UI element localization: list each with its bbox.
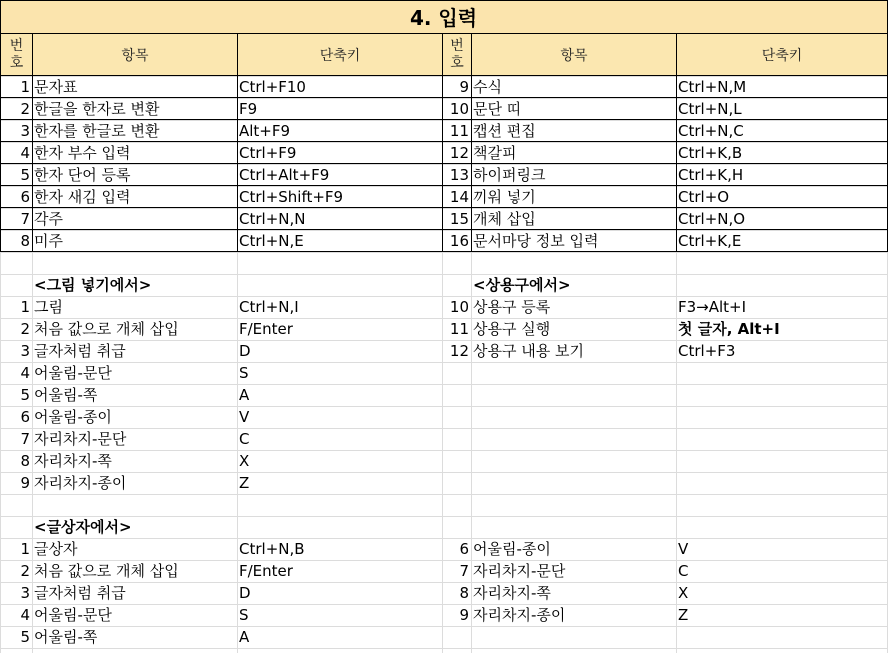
textbox-shortcut-cell[interactable]: S: [239, 606, 249, 624]
main-item-cell[interactable]: 캡션 편집: [473, 122, 536, 140]
border-col: [676, 33, 677, 252]
picture-shortcut-cell[interactable]: C: [239, 430, 250, 448]
picture-shortcut-cell[interactable]: F/Enter: [239, 320, 293, 338]
section-title-phrase[interactable]: <상용구에서>: [473, 276, 571, 294]
main-item-cell[interactable]: 한글을 한자로 변환: [34, 100, 160, 118]
border-col: [0, 33, 1, 252]
picture-item-cell[interactable]: 어울림-종이: [34, 408, 112, 426]
main-shortcut-cell[interactable]: Ctrl+K,B: [678, 144, 743, 162]
main-shortcut-cell[interactable]: Ctrl+Shift+F9: [239, 188, 344, 206]
picture-item-cell[interactable]: 자리차지-쪽: [34, 452, 112, 470]
header-number[interactable]: 번 호: [9, 38, 24, 71]
picture-number-cell[interactable]: 6: [20, 408, 30, 426]
main-number-cell[interactable]: 16: [449, 232, 469, 250]
main-shortcut-cell[interactable]: Ctrl+K,H: [678, 166, 744, 184]
main-shortcut-cell[interactable]: Alt+F9: [239, 122, 291, 140]
border-top: [0, 0, 888, 1]
textbox-shortcut-cell[interactable]: F/Enter: [239, 562, 293, 580]
picture-number-cell[interactable]: 4: [20, 364, 30, 382]
textbox-number-cell[interactable]: 7: [459, 562, 469, 580]
picture-shortcut-cell[interactable]: Ctrl+N,I: [239, 298, 299, 316]
main-number-cell[interactable]: 5: [20, 166, 30, 184]
main-number-cell[interactable]: 8: [20, 232, 30, 250]
gridline-row: [0, 252, 887, 253]
textbox-shortcut-cell[interactable]: A: [239, 628, 250, 646]
textbox-number-cell[interactable]: 4: [20, 606, 30, 624]
phrase-number-cell[interactable]: 10: [449, 298, 469, 316]
main-item-cell[interactable]: 개체 삽입: [473, 210, 536, 228]
textbox-number-cell[interactable]: 5: [20, 628, 30, 646]
gridline-row: [0, 494, 887, 495]
picture-shortcut-cell[interactable]: D: [239, 342, 251, 360]
picture-number-cell[interactable]: 5: [20, 386, 30, 404]
textbox-item-cell[interactable]: 처음 값으로 개체 삽입: [34, 562, 179, 580]
border-col: [32, 33, 33, 252]
main-item-cell[interactable]: 끼워 넣기: [473, 188, 536, 206]
main-number-cell[interactable]: 3: [20, 122, 30, 140]
section-title-picture[interactable]: <그림 넣기에서>: [34, 276, 152, 294]
main-number-cell[interactable]: 7: [20, 210, 30, 228]
picture-shortcut-cell[interactable]: X: [239, 452, 250, 470]
picture-item-cell[interactable]: 어울림-쪽: [34, 386, 98, 404]
phrase-item-cell[interactable]: 상용구 실행: [473, 320, 551, 338]
main-item-cell[interactable]: 각주: [34, 210, 63, 228]
main-shortcut-cell[interactable]: Ctrl+N,O: [678, 210, 746, 228]
main-item-cell[interactable]: 한자 새김 입력: [34, 188, 131, 206]
phrase-shortcut-cell[interactable]: Ctrl+F3: [678, 342, 736, 360]
textbox-shortcut-cell[interactable]: Z: [678, 606, 689, 624]
main-number-cell[interactable]: 1: [20, 78, 30, 96]
main-item-cell[interactable]: 하이퍼링크: [473, 166, 546, 184]
main-number-cell[interactable]: 11: [449, 122, 469, 140]
picture-number-cell[interactable]: 1: [20, 298, 30, 316]
textbox-number-cell[interactable]: 2: [20, 562, 30, 580]
picture-number-cell[interactable]: 8: [20, 452, 30, 470]
main-number-cell[interactable]: 10: [449, 100, 469, 118]
main-number-cell[interactable]: 15: [449, 210, 469, 228]
picture-shortcut-cell[interactable]: A: [239, 386, 250, 404]
border-col: [442, 33, 443, 252]
gridline-col: [676, 252, 677, 653]
main-number-cell[interactable]: 13: [449, 166, 469, 184]
main-item-cell[interactable]: 한자를 한글로 변환: [34, 122, 160, 140]
textbox-item-cell[interactable]: 자리차지-쪽: [473, 584, 551, 602]
textbox-item-cell[interactable]: 글자처럼 취급: [34, 584, 126, 602]
border-col: [237, 33, 238, 252]
phrase-shortcut-cell[interactable]: 첫 글자, Alt+I: [678, 320, 780, 338]
header-number-2[interactable]: 번 호: [450, 38, 464, 71]
picture-item-cell[interactable]: 글자처럼 취급: [34, 342, 126, 360]
picture-number-cell[interactable]: 3: [20, 342, 30, 360]
header-shortcut[interactable]: 단축키: [319, 48, 361, 64]
picture-number-cell[interactable]: 2: [20, 320, 30, 338]
main-shortcut-cell[interactable]: Ctrl+Alt+F9: [239, 166, 330, 184]
picture-item-cell[interactable]: 처음 값으로 개체 삽입: [34, 320, 179, 338]
main-item-cell[interactable]: 책갈피: [473, 144, 517, 162]
main-shortcut-cell[interactable]: Ctrl+F9: [239, 144, 297, 162]
main-shortcut-cell[interactable]: Ctrl+N,M: [678, 78, 747, 96]
main-number-cell[interactable]: 9: [459, 78, 469, 96]
picture-number-cell[interactable]: 7: [20, 430, 30, 448]
main-shortcut-cell[interactable]: Ctrl+N,L: [678, 100, 742, 118]
textbox-item-cell[interactable]: 자리차지-종이: [473, 606, 566, 624]
textbox-item-cell[interactable]: 어울림-종이: [473, 540, 551, 558]
textbox-shortcut-cell[interactable]: V: [678, 540, 689, 558]
main-number-cell[interactable]: 2: [20, 100, 30, 118]
textbox-number-cell[interactable]: 9: [459, 606, 469, 624]
textbox-shortcut-cell[interactable]: D: [239, 584, 251, 602]
phrase-item-cell[interactable]: 상용구 내용 보기: [473, 342, 584, 360]
picture-shortcut-cell[interactable]: S: [239, 364, 249, 382]
main-shortcut-cell[interactable]: Ctrl+N,N: [239, 210, 306, 228]
gridline-row: [0, 648, 887, 649]
gridline-col: [237, 252, 238, 653]
main-number-cell[interactable]: 14: [449, 188, 469, 206]
section-title-textbox[interactable]: <글상자에서>: [34, 518, 132, 536]
border-title-bottom: [0, 33, 888, 34]
main-item-cell[interactable]: 수식: [473, 78, 502, 96]
phrase-number-cell[interactable]: 12: [449, 342, 469, 360]
main-item-cell[interactable]: 문서마당 정보 입력: [473, 232, 599, 250]
textbox-shortcut-cell[interactable]: X: [678, 584, 689, 602]
textbox-item-cell[interactable]: 글상자: [34, 540, 78, 558]
main-item-cell[interactable]: 문단 띠: [473, 100, 522, 118]
textbox-number-cell[interactable]: 3: [20, 584, 30, 602]
border-col: [471, 33, 472, 252]
phrase-number-cell[interactable]: 11: [449, 320, 469, 338]
picture-item-cell[interactable]: 그림: [34, 298, 63, 316]
gridline-col: [442, 252, 443, 653]
textbox-item-cell[interactable]: 어울림-쪽: [34, 628, 98, 646]
gridline-col: [0, 252, 1, 653]
main-shortcut-cell[interactable]: F9: [239, 100, 258, 118]
main-item-cell[interactable]: 한자 단어 등록: [34, 166, 131, 184]
picture-item-cell[interactable]: 자리차지-종이: [34, 474, 127, 492]
phrase-item-cell[interactable]: 상용구 등록: [473, 298, 551, 316]
picture-number-cell[interactable]: 9: [20, 474, 30, 492]
main-number-cell[interactable]: 12: [449, 144, 469, 162]
textbox-number-cell[interactable]: 1: [20, 540, 30, 558]
picture-item-cell[interactable]: 자리차지-문단: [34, 430, 127, 448]
main-item-cell[interactable]: 미주: [34, 232, 63, 250]
main-number-cell[interactable]: 4: [20, 144, 30, 162]
header-item[interactable]: 항목: [121, 48, 149, 64]
main-number-cell[interactable]: 6: [20, 188, 30, 206]
gridline-col: [471, 252, 472, 653]
textbox-shortcut-cell[interactable]: Ctrl+N,B: [239, 540, 305, 558]
gridline-col: [32, 252, 33, 653]
border-left-title: [0, 0, 1, 33]
main-shortcut-cell[interactable]: Ctrl+N,C: [678, 122, 744, 140]
main-item-cell[interactable]: 문자표: [34, 78, 78, 96]
header-item-2[interactable]: 항목: [560, 48, 588, 64]
main-shortcut-cell[interactable]: Ctrl+O: [678, 188, 730, 206]
main-shortcut-cell[interactable]: Ctrl+F10: [239, 78, 306, 96]
textbox-item-cell[interactable]: 어울림-문단: [34, 606, 112, 624]
picture-item-cell[interactable]: 어울림-문단: [34, 364, 112, 382]
sheet-title[interactable]: 4. 입력: [0, 0, 887, 33]
main-shortcut-cell[interactable]: Ctrl+K,E: [678, 232, 742, 250]
main-shortcut-cell[interactable]: Ctrl+N,E: [239, 232, 304, 250]
picture-shortcut-cell[interactable]: Z: [239, 474, 250, 492]
header-shortcut-2[interactable]: 단축키: [761, 48, 803, 64]
textbox-number-cell[interactable]: 8: [459, 584, 469, 602]
main-item-cell[interactable]: 한자 부수 입력: [34, 144, 131, 162]
textbox-number-cell[interactable]: 6: [459, 540, 469, 558]
textbox-shortcut-cell[interactable]: C: [678, 562, 689, 580]
phrase-shortcut-cell[interactable]: F3→Alt+I: [678, 298, 747, 316]
textbox-item-cell[interactable]: 자리차지-문단: [473, 562, 566, 580]
picture-shortcut-cell[interactable]: V: [239, 408, 250, 426]
